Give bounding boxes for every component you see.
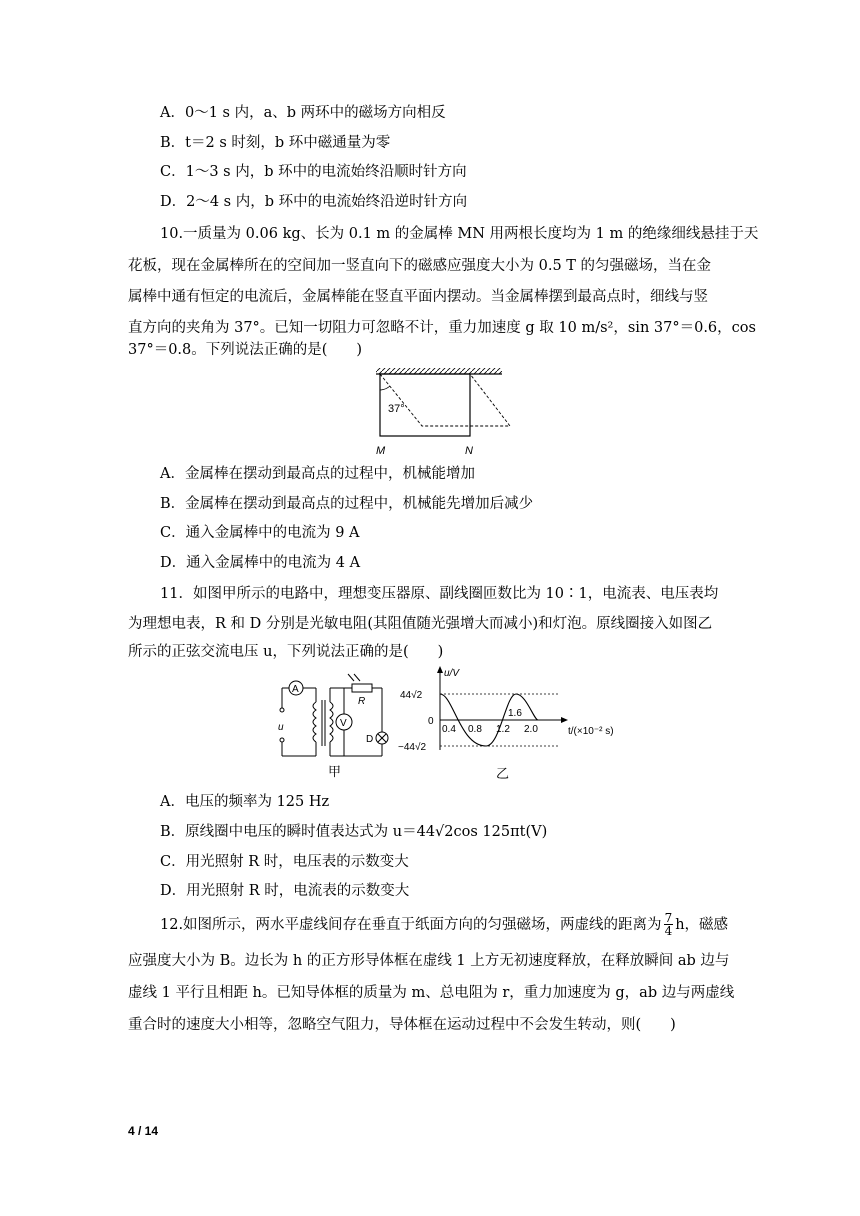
q11-option-c: C．用光照射 R 时，电压表的示数变大 — [160, 854, 409, 870]
y-bottom-label: −44√2 — [398, 742, 427, 753]
secondary-coil — [330, 702, 333, 742]
q11-stem-line-1: 11．如图甲所示的电路中，理想变压器原、副线圈匝数比为 10∶1，电流表、电压表均 — [160, 586, 719, 602]
q12-text-b: h，磁感 — [675, 916, 729, 933]
y-axis-arrow — [437, 666, 443, 673]
fraction-numerator: 7 — [664, 911, 673, 925]
q10-option-a: A．金属棒在摆动到最高点的过程中，机械能增加 — [160, 466, 475, 482]
u-label: u — [278, 722, 284, 733]
q10-pendulum-figure — [372, 366, 512, 458]
tick-label-above: 1.6 — [508, 708, 522, 719]
circuit-caption: 甲 — [328, 764, 342, 779]
label-n: N — [465, 445, 473, 457]
q11-voltage-graph — [398, 664, 618, 784]
q10-stem-line-3: 属棒中通有恒定的电流后，金属棒能在竖直平面内摆动。当金属棒摆到最高点时，细线与竖 — [128, 289, 708, 305]
q11-stem-line-2: 为理想电表，R 和 D 分别是光敏电阻(其阻值随光强增大而减小)和灯泡。原线圈接入如图乙 — [128, 616, 713, 632]
q12-stem-line-2: 应强度大小为 B。边长为 h 的正方形导体框在虚线 1 上方无初速度释放，在释放瞬间 ab 边与 — [128, 953, 730, 969]
ammeter-label: A — [292, 684, 299, 695]
q12-stem-line-4: 重合时的速度大小相等，忽略空气阻力，导体框在运动过程中不会发生转动，则( ) — [128, 1017, 676, 1033]
y-zero-label: 0 — [428, 716, 434, 727]
q12-stem-line-1 — [160, 912, 728, 937]
q10-option-b: B．金属棒在摆动到最高点的过程中，机械能先增加后减少 — [160, 496, 534, 512]
fraction-denominator: 4 — [664, 924, 673, 938]
y-top-label: 44√2 — [400, 690, 423, 701]
q9-option-c: C．1～3 s 内，b 环中的电流始终沿顺时针方向 — [160, 164, 467, 180]
q9-option-a: A．0～1 s 内，a、b 两环中的磁场方向相反 — [160, 105, 446, 121]
q12-stem-line-3: 虚线 1 平行且相距 h。已知导体框的质量为 m、总电阻为 r，重力加速度为 g，ab 边与两虚线 — [128, 985, 735, 1001]
swung-position — [380, 374, 510, 426]
graph-caption: 乙 — [496, 766, 510, 781]
q10-stem-line-4: 直方向的夹角为 37°。已知一切阻力可忽略不计，重力加速度 g 取 10 m/s²，sin 37°＝0.6，cos — [128, 320, 756, 336]
q12-fraction — [664, 912, 674, 937]
d-label: D — [366, 734, 374, 745]
light-arrow-icon — [348, 674, 354, 681]
q10-stem-line-5: 37°＝0.8。下列说法正确的是( ) — [128, 342, 363, 358]
ceiling-hatch — [376, 368, 502, 374]
terminal — [280, 738, 284, 742]
y-axis-label: u/V — [444, 668, 460, 679]
angle-label: 37° — [388, 403, 405, 415]
tick-label: 1.2 — [496, 724, 510, 735]
photoresistor — [352, 684, 372, 692]
tick-label: 0.4 — [442, 724, 456, 735]
tick-label: 2.0 — [524, 724, 538, 735]
tick-label: 0.8 — [468, 724, 482, 735]
q9-option-d: D．2～4 s 内，b 环中的电流始终沿逆时针方向 — [160, 194, 468, 210]
label-m: M — [376, 445, 386, 457]
terminal — [280, 708, 284, 712]
angle-arc — [380, 386, 390, 390]
x-axis-arrow — [561, 717, 568, 723]
x-axis-label: t/(×10⁻² s) — [568, 726, 614, 737]
q11-circuit-diagram — [272, 672, 392, 782]
voltmeter-label: V — [340, 718, 347, 729]
r-label: R — [358, 696, 366, 707]
light-arrow-icon — [354, 674, 360, 681]
q11-stem-line-3: 所示的正弦交流电压 u，下列说法正确的是( ) — [128, 644, 444, 660]
q9-option-b: B．t＝2 s 时刻，b 环中磁通量为零 — [160, 135, 391, 151]
q12-text-a: 12.如图所示，两水平虚线间存在垂直于纸面方向的匀强磁场，两虚线的距离为 — [160, 916, 662, 933]
q10-option-d: D．通入金属棒中的电流为 4 A — [160, 555, 361, 571]
q11-option-b: B．原线圈中电压的瞬时值表达式为 u＝44√2cos 125πt(V) — [160, 824, 548, 840]
q11-option-d: D．用光照射 R 时，电流表的示数变大 — [160, 883, 410, 899]
q10-stem-line-1: 10.一质量为 0.06 kg、长为 0.1 m 的金属棒 MN 用两根长度均为 1 m 的绝缘细线悬挂于天 — [160, 226, 759, 242]
q10-stem-line-2: 花板，现在金属棒所在的空间加一竖直向下的磁感应强度大小为 0.5 T 的匀强磁场，当在金 — [128, 258, 712, 274]
q10-option-c: C．通入金属棒中的电流为 9 A — [160, 525, 360, 541]
primary-coil — [313, 702, 316, 742]
q11-option-a: A．电压的频率为 125 Hz — [160, 794, 330, 810]
page-number: 4 / 14 — [128, 1124, 159, 1138]
